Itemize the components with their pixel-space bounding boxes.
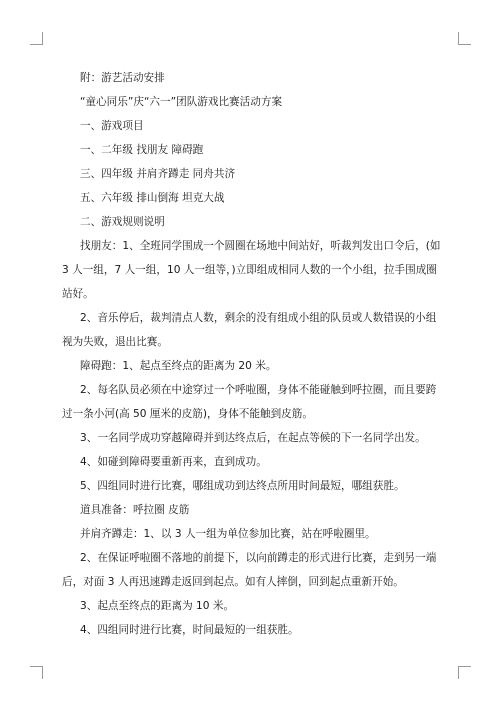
rule-paragraph: 找朋友：1、全班同学围成一个圆圈在场地中间站好，听裁判发出口令后，(如 3 人一组，7 人一组，10 人一组等，)立即组成相同人数的一个小组，拉手围成圈站好。: [62, 240, 441, 300]
game-item: 三、四年级 并肩齐蹲走 同舟共济: [80, 168, 236, 180]
section-heading: 二、游戏规则说明: [80, 216, 165, 228]
game-item: 五、六年级 排山倒海 坦克大战: [80, 192, 225, 204]
corner-crop-mark: [30, 666, 43, 679]
rule-paragraph: 并肩齐蹲走：1、以 3 人一组为单位参加比赛，站在呼啦圈里。: [80, 528, 376, 540]
rule-paragraph: 3、一名同学成功穿越障碍并到达终点后，在起点等候的下一名同学出发。: [80, 432, 426, 444]
rule-paragraph: 2、在保证呼啦圈不落地的前提下，以向前蹲走的形式进行比赛，走到另一端后，对面 3 人再迅速蹲走返回到起点。如有人摔倒，回到起点重新开始。: [62, 552, 437, 588]
rule-paragraph: 4、四组同时进行比赛，时间最短的一组获胜。: [80, 624, 299, 636]
props-line: 道具准备：呼拉圈 皮筋: [80, 504, 190, 516]
document-body: [62, 66, 442, 642]
rule-paragraph: 4、如碰到障碍要重新再来，直到成功。: [80, 456, 267, 468]
corner-crop-mark: [458, 666, 471, 679]
appendix-heading: 附：游艺活动安排: [80, 72, 165, 84]
corner-crop-mark: [458, 32, 471, 45]
rule-paragraph: 3、起点至终点的距离为 10 米。: [80, 600, 235, 612]
rule-paragraph: 障碍跑：1、起点至终点的距离为 20 米。: [80, 360, 277, 372]
rule-paragraph: 5、四组同时进行比赛，哪组成功到达终点所用时间最短，哪组获胜。: [80, 480, 405, 492]
rule-paragraph: 2、音乐停后，裁判清点人数，剩余的没有组成小组的队员或人数错误的小组视为失败，退出比赛。: [62, 312, 437, 348]
plan-title: “童心同乐”庆“六一”团队游戏比赛活动方案: [80, 96, 283, 108]
section-heading: 一、游戏项目: [80, 120, 144, 132]
rule-paragraph: 2、每名队员必须在中途穿过一个呼啦圈，身体不能碰触到呼拉圈，而且要跨过一条小河(高 50 厘米的皮筋)，身体不能触到皮筋。: [62, 384, 437, 420]
game-item: 一、二年级 找朋友 障碍跑: [80, 144, 204, 156]
corner-crop-mark: [30, 32, 43, 45]
